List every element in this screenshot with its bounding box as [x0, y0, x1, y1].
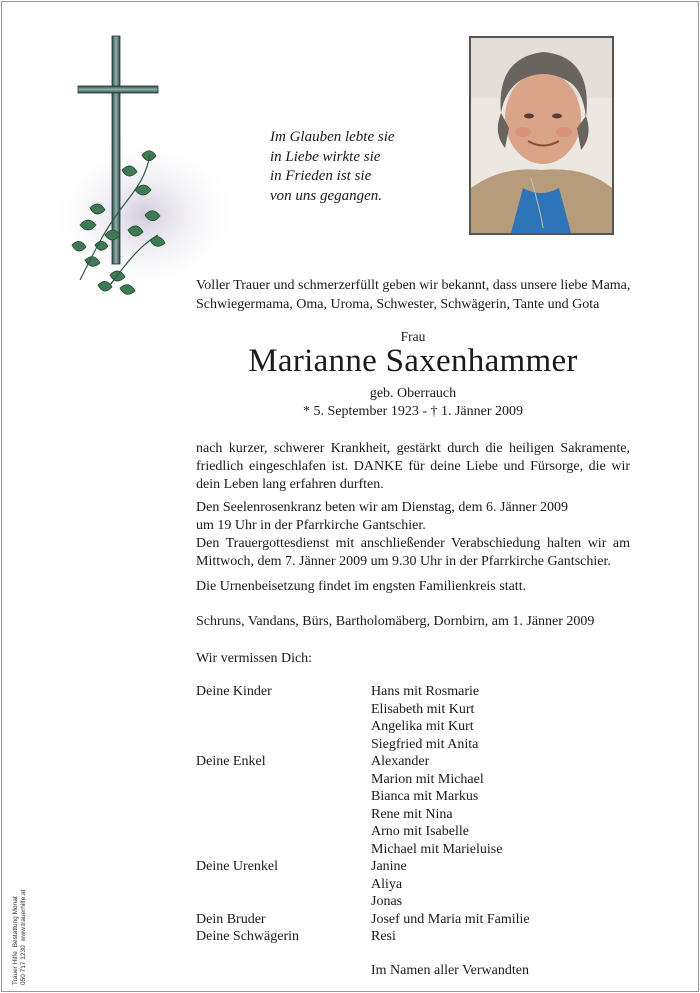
- imprint-tagline: Bestattung Monat: [12, 896, 19, 948]
- imprint-phone: 050 717 1230: [19, 945, 27, 985]
- imprint-company: Trauer Hilfe: [12, 951, 19, 985]
- family-member-name: Alexander: [371, 754, 430, 769]
- family-relation: Deine Schwägerin: [196, 929, 300, 944]
- verse-line: in Frieden ist sie: [270, 168, 372, 184]
- life-dates: * 5. September 1923 - † 1. Jänner 2009: [302, 404, 524, 419]
- family-relation: Deine Urenkel: [196, 859, 279, 874]
- family-member-name: Arno mit Isabelle: [371, 824, 469, 839]
- imprint-website: www.trauerhilfe.at: [19, 889, 27, 942]
- paragraph-urn: Die Urnenbeisetzung findet im engsten Familienkreis statt.: [196, 579, 527, 594]
- family-member-name: Jonas: [371, 894, 403, 909]
- intro-line: Voller Trauer und schmerzerfüllt geben wir bekannt, dass unsere liebe Mama,: [196, 278, 631, 293]
- family-member-name: Angelika mit Kurt: [371, 719, 474, 734]
- family-member-name: Marion mit Michael: [371, 771, 484, 787]
- imprint: [12, 890, 27, 985]
- paragraph-services: [196, 499, 630, 571]
- we-miss-you-line: Wir vermissen Dich:: [196, 651, 313, 666]
- family-member-name: Rene mit Nina: [371, 806, 453, 822]
- family-relation: Deine Kinder: [196, 684, 272, 699]
- rosary-time-line: um 19 Uhr in der Pfarrkirche Gantschier.: [196, 518, 426, 533]
- family-relation: Deine Enkel: [196, 754, 266, 769]
- paragraph-passing: nach kurzer, schwerer Krankheit, gestärkt durch die heiligen Sakramente, friedlich eingeschlafen ist. DANKE für deine Liebe und Fürsorge, die wir dein Leben lang erfahren durften.: [196, 441, 630, 492]
- closing-line: Im Namen aller Verwandten: [371, 963, 529, 978]
- family-member-name: Michael mit Marieluise: [371, 841, 503, 857]
- verse-line: Im Glauben lebte sie: [270, 129, 395, 145]
- place-date-line: Schruns, Vandans, Bürs, Bartholomäberg, Dornbirn, am 1. Jänner 2009: [196, 614, 595, 629]
- family-member-name: Aliya: [371, 876, 403, 892]
- intro-line: Schwiegermama, Oma, Uroma, Schwester, Schwägerin, Tante und Gota: [196, 297, 600, 312]
- family-member-name: Janine: [371, 859, 407, 874]
- family-member-name: Siegfried mit Anita: [371, 736, 479, 752]
- family-member-name: Josef und Maria mit Familie: [371, 911, 530, 927]
- verse: [270, 128, 395, 206]
- verse-line: in Liebe wirkte sie: [270, 148, 381, 165]
- family-member-name: Hans mit Rosmarie: [371, 684, 480, 699]
- family-member-name: Elisabeth mit Kurt: [371, 701, 475, 717]
- family-member-name: Resi: [371, 929, 396, 944]
- birth-name: geb. Oberrauch: [369, 386, 457, 401]
- family-member-name: Bianca mit Markus: [371, 789, 479, 804]
- announcement-intro: [196, 276, 630, 314]
- rosary-line: Den Seelenrosenkranz beten wir am Dienstag, dem 6. Jänner 2009: [196, 500, 569, 515]
- funeral-service-text: Den Trauergottesdienst mit anschließender Verabschiedung halten wir am Mittwoch, dem 7. Jänner 2009 um 9.30 Uhr in der Pfarrkirche Gantschier.: [196, 536, 630, 569]
- portrait-photo: [469, 36, 614, 235]
- deceased-name: Marianne Saxenhammer: [248, 343, 578, 379]
- title-prefix: Frau: [400, 329, 426, 344]
- verse-line: von uns gegangen.: [270, 187, 383, 204]
- family-relation: Dein Bruder: [196, 911, 266, 927]
